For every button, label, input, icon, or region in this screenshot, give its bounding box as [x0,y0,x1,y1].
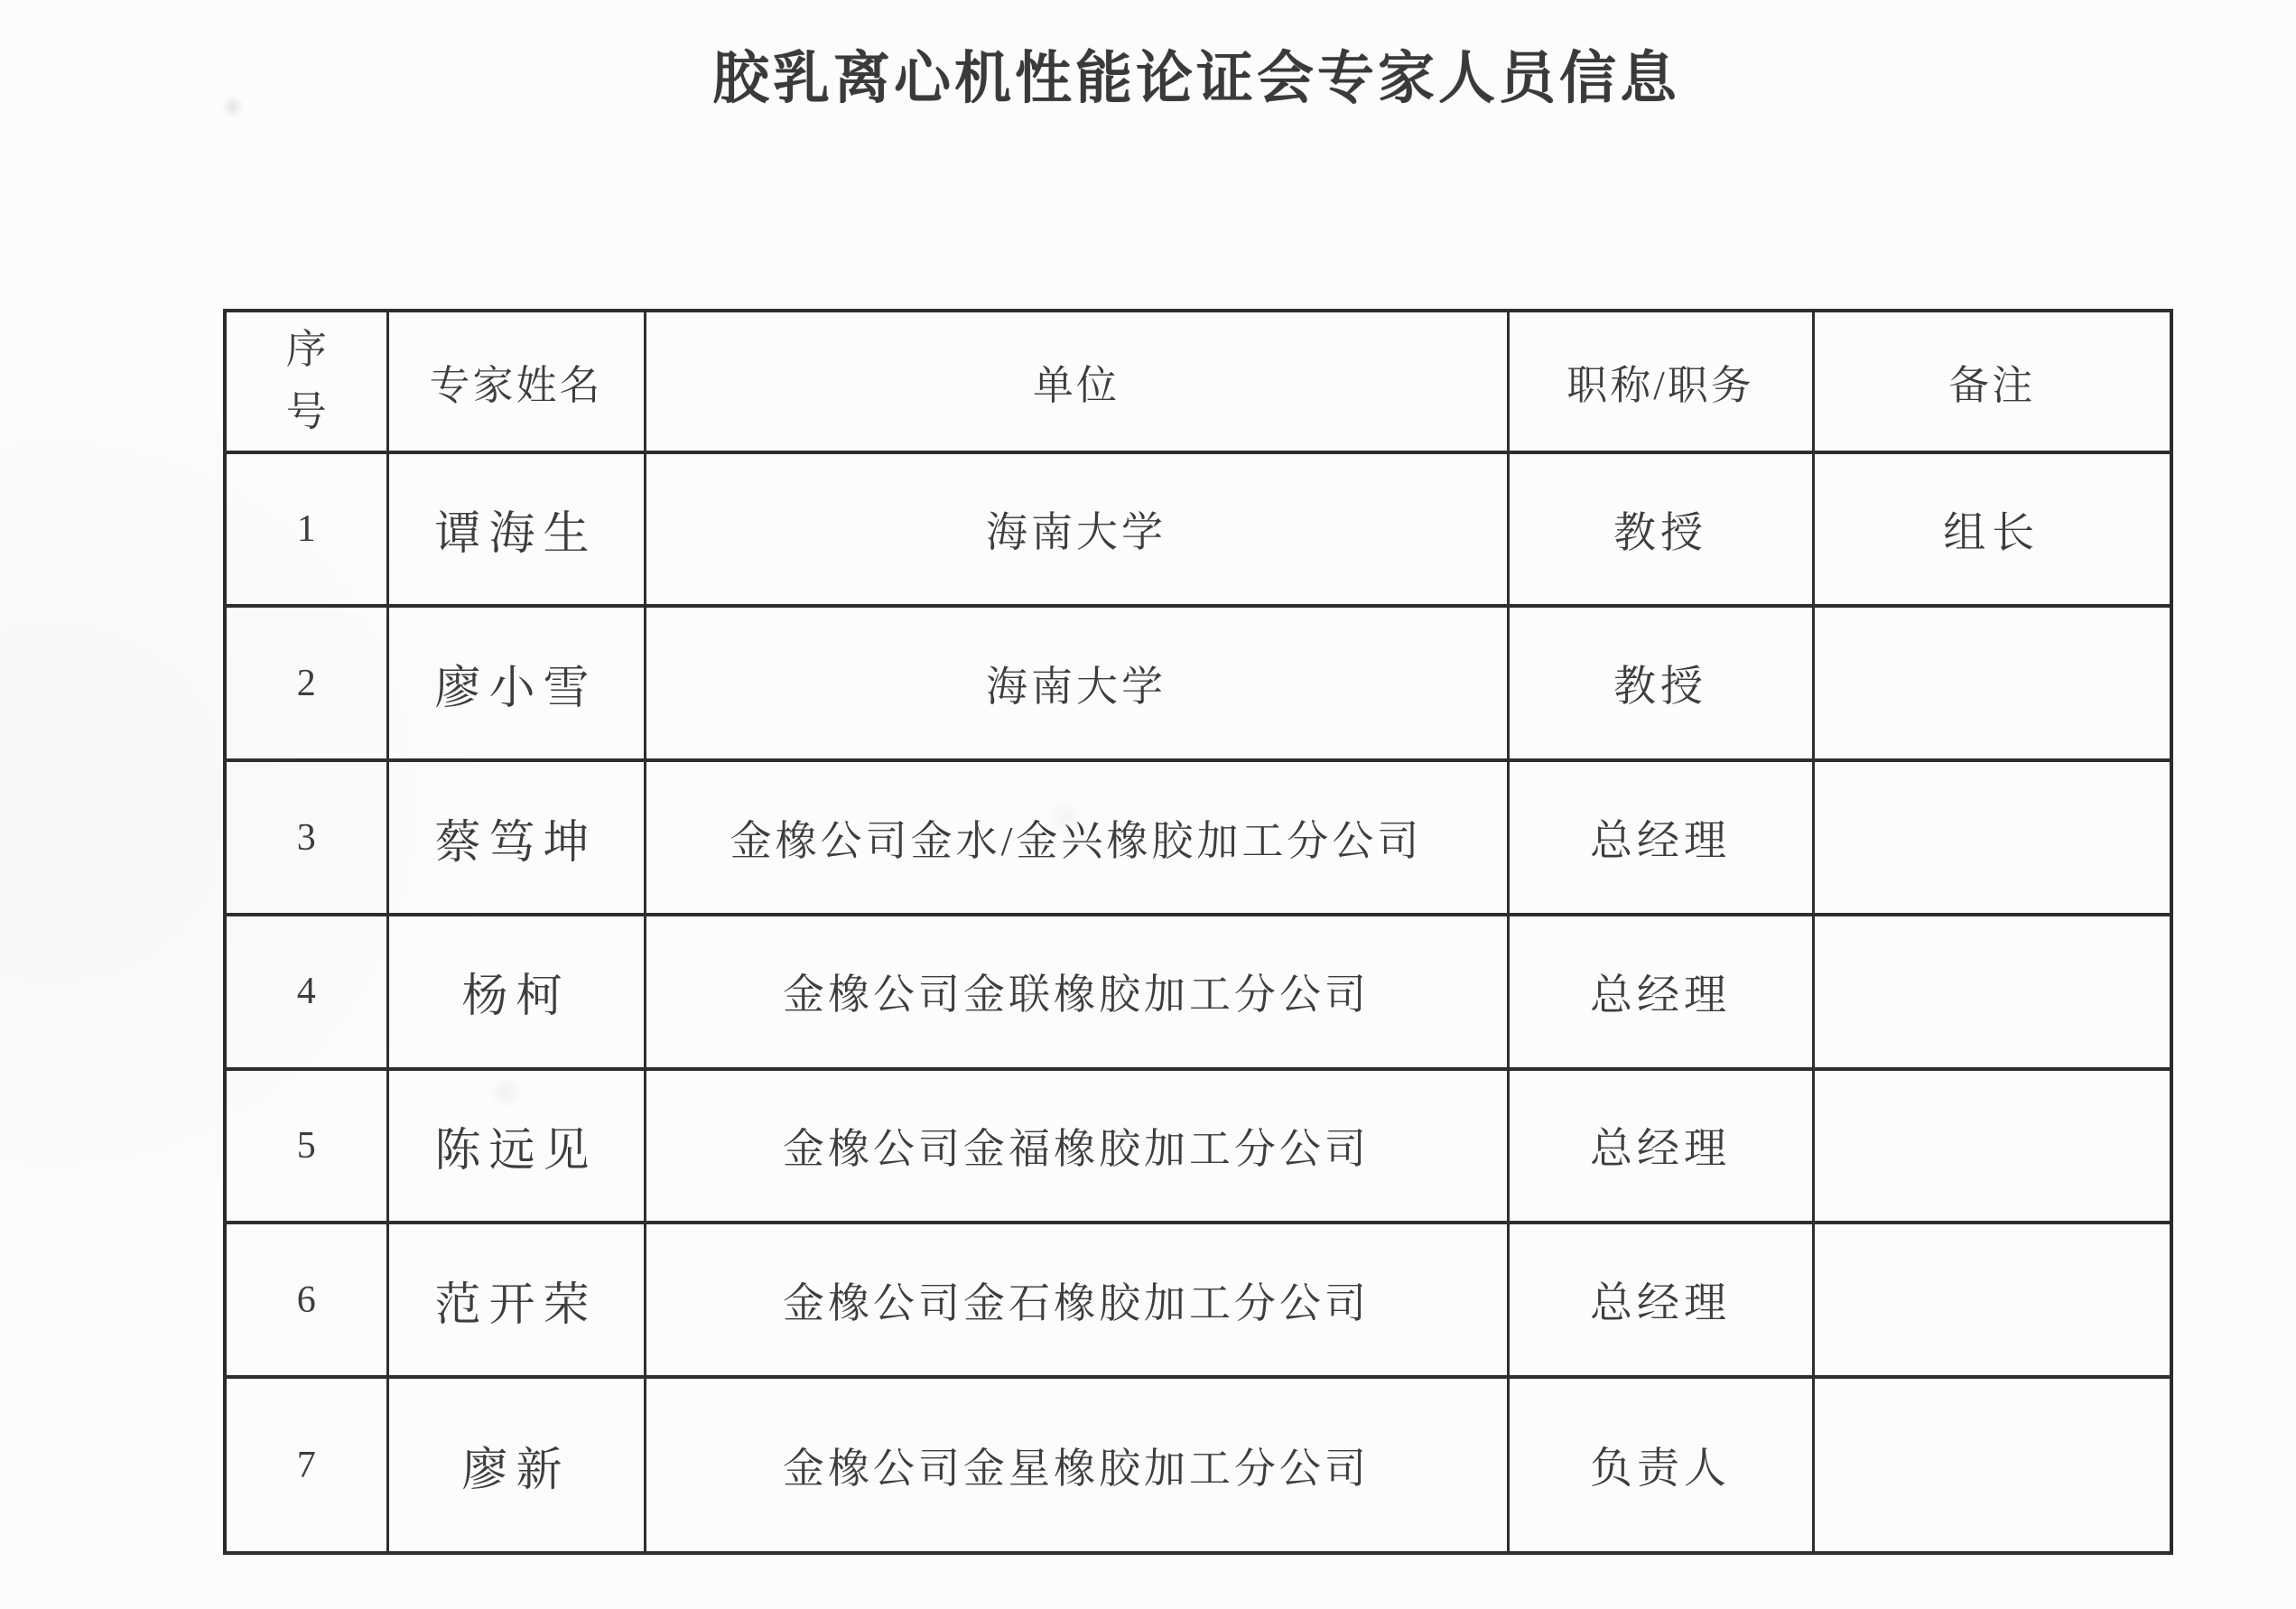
expert-name-cell: 范开荣 [387,1223,645,1377]
header-unit: 单位 [645,311,1508,452]
unit-cell: 金橡公司金福橡胶加工分公司 [645,1069,1508,1223]
remark-cell [1813,1377,2171,1553]
title-cell: 总经理 [1508,1069,1813,1223]
document-title: 胶乳离心机性能论证会专家人员信息 [712,47,1680,110]
remark-cell [1813,606,2171,760]
expert-name-cell: 廖新 [387,1377,645,1553]
table-row [225,1069,2171,1223]
table-row [225,1223,2171,1377]
serial-number-cell: 6 [225,1223,387,1377]
table-row [225,452,2171,607]
table-row [225,1377,2171,1553]
serial-number-cell: 4 [225,915,387,1069]
title-cell: 负责人 [1508,1377,1813,1553]
experts-info-table [223,309,2173,1555]
title-cell: 总经理 [1508,915,1813,1069]
title-cell: 总经理 [1508,1223,1813,1377]
header-expert-name: 专家姓名 [387,311,645,452]
remark-cell [1813,760,2171,915]
unit-cell: 金橡公司金联橡胶加工分公司 [645,915,1508,1069]
header-serial-number-label: 序号 [285,326,327,435]
unit-cell: 金橡公司金水/金兴橡胶加工分公司 [645,760,1508,915]
unit-cell: 金橡公司金石橡胶加工分公司 [645,1223,1508,1377]
unit-cell: 海南大学 [645,606,1508,760]
header-remark: 备注 [1813,311,2171,452]
title-cell: 总经理 [1508,760,1813,915]
serial-number-cell: 3 [225,760,387,915]
header-serial-number [225,311,387,452]
table-header-row [225,311,2171,452]
serial-number-cell: 7 [225,1377,387,1553]
table-row [225,915,2171,1069]
unit-cell: 海南大学 [645,452,1508,607]
unit-cell: 金橡公司金星橡胶加工分公司 [645,1377,1508,1553]
title-cell: 教授 [1508,452,1813,607]
serial-number-cell: 5 [225,1069,387,1223]
expert-name-cell: 杨柯 [387,915,645,1069]
expert-name-cell: 陈远见 [387,1069,645,1223]
expert-name-cell: 谭海生 [387,452,645,607]
expert-name-cell: 蔡笃坤 [387,760,645,915]
title-cell: 教授 [1508,606,1813,760]
remark-cell [1813,915,2171,1069]
remark-cell [1813,1223,2171,1377]
table-row [225,760,2171,915]
remark-cell: 组长 [1813,452,2171,607]
expert-name-cell: 廖小雪 [387,606,645,760]
serial-number-cell: 2 [225,606,387,760]
serial-number-cell: 1 [225,452,387,607]
header-title-position: 职称/职务 [1508,311,1813,452]
remark-cell [1813,1069,2171,1223]
table-row [225,606,2171,760]
